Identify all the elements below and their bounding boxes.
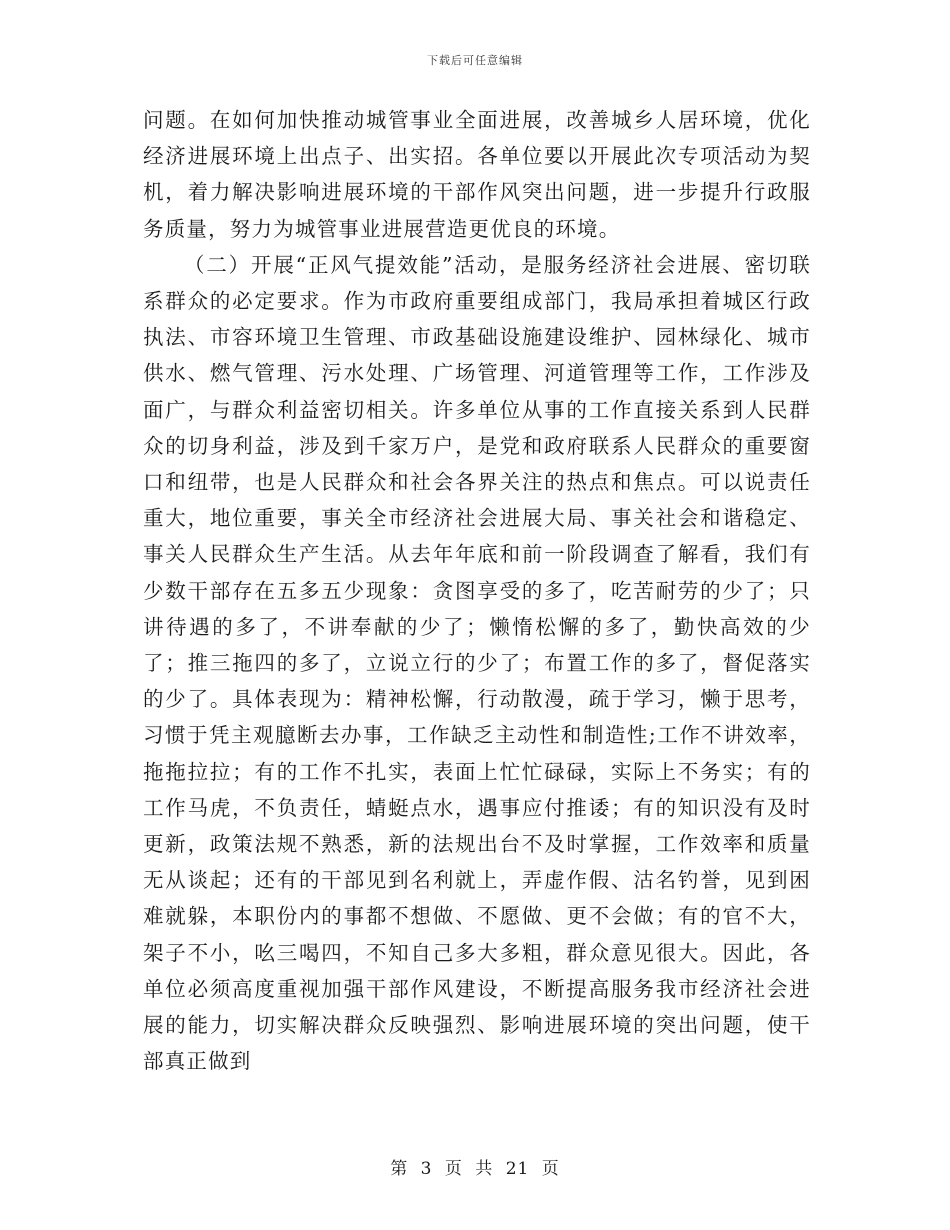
page-number-footer: 第 3 页 共 21 页 <box>390 1159 560 1179</box>
paragraph-section-two: （二）开展“正风气提效能”活动，是服务经济社会进展、密切联系群众的必定要求。作为市政府重要组成部门，我局承担着城区行政执法、市容环境卫生管理、市政基础设施建设维护、园林绿化、城市供水、燃气管理、污水处理、广场管理、河道管理等工作，工作涉及面广，与群众利益密切相关。许多单位从事的工作直接关系到人民群众的切身利益，涉及到千家万户，是党和政府联系人民群众的重要窗口和纽带，也是人民群众和社会各界关注的热点和焦点。可以说责任重大，地位重要，事关全市经济社会进展大局、事关社会和谐稳定、事关人民群众生产生活。从去年年底和前一阶段调查了解看，我们有少数干部存在五多五少现象：贪图享受的多了，吃苦耐劳的少了；只讲待遇的多了，不讲奉献的少了；懒惰松懈的多了，勤快高效的少了；推三拖四的多了，立说立行的少了；布置工作的多了，督促落实的少了。具体表现为：精神松懈，行动散漫，疏于学习，懒于思考，习惯于凭主观臆断去办事，工作缺乏主动性和制造性;工作不讲效率，拖拖拉拉；有的工作不扎实，表面上忙忙碌碌，实际上不务实；有的工作马虎，不负责任，蜻蜓点水，遇事应付推诿；有的知识没有及时更新，政策法规不熟悉，新的法规出台不及时掌握，工作效率和质量无从谈起；还有的干部见到名利就上，弄虚作假、沽名钓誉，见到困难就躲，本职份内的事都不想做、不愿做、更不会做；有的官不大，架子不小，吆三喝四，不知自己多大多粗，群众意见很大。因此，各单位必须高度重视加强干部作风建设，不断提高服务我市经济社会进展的能力，切实解决群众反映强烈、影响进展环境的突出问题，使干部真正做到 <box>143 252 811 1074</box>
body-text <box>143 102 811 1079</box>
header-note: 下载后可任意编辑 <box>427 54 523 67</box>
paragraph-continued: 问题。在如何加快推动城管事业全面进展，改善城乡人居环境，优化经济进展环境上出点子、出实招。各单位要以开展此次专项活动为契机，着力解决影响进展环境的干部作风突出问题，进一步提升行政服务质量，努力为城管事业进展营造更优良的环境。 <box>143 108 811 241</box>
